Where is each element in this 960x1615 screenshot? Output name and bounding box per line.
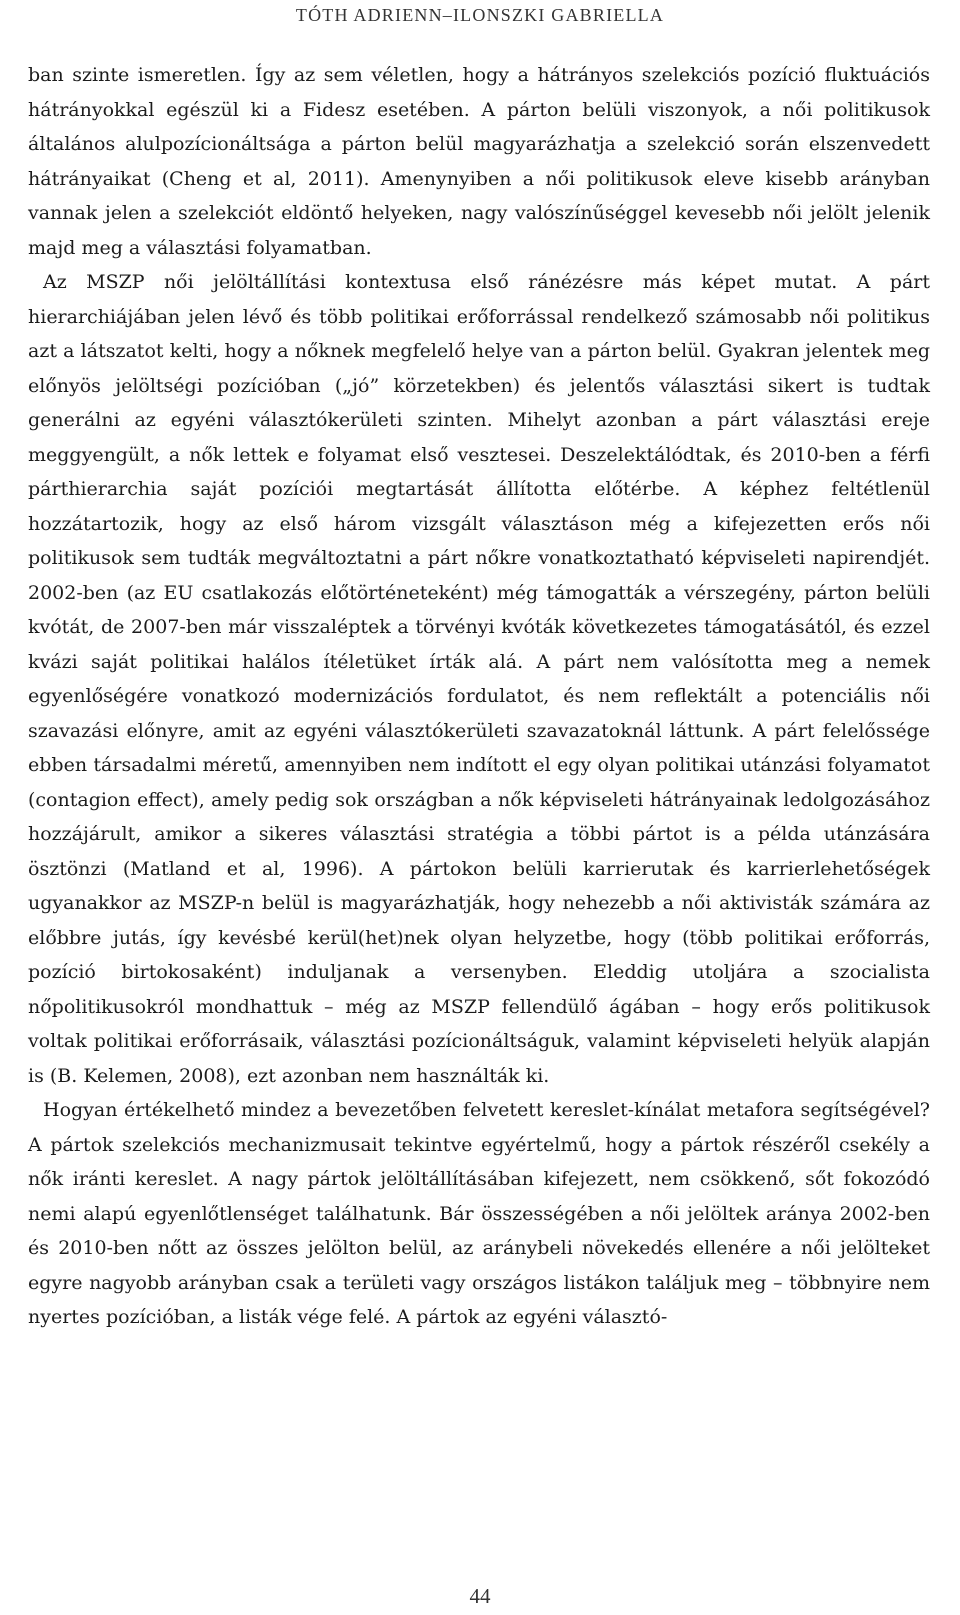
paragraph-evaluation: Hogyan értékelhető mindez a bevezetőben felvetett kereslet-kínálat metafora segítségével? A pártok szelekciós mechanizmusait tekintve egyértelmű, hogy a pártok részéről csekély a nők iránti kereslet. A nagy pártok jelöltállításában kifejezett, nem csökkenő, sőt fokozódó nemi alapú egyenlőtlenséget találhatunk. Bár összességében a női jelöltek aránya 2002-ben és 2010-ben nőtt az összes jelölton belül, az aránybeli növekedés ellenére a női jelölteket egyre nagyobb arányban csak a területi vagy országos listákon találjuk meg – többnyire nem nyertes pozícióban, a listák vége felé. A pártok az egyéni választó- [28,1099,930,1328]
paragraph-mszp: Az MSZP női jelöltállítási kontextusa első ránézésre más képet mutat. A párt hierarchiájában jelen lévő és több politikai erőforrással rendelkező számosabb női politikus azt a látszatot kelti, hogy a nőknek megfelelő helye van a párton belül. Gyakran jelentek meg előnyös jelöltségi pozícióban („jó” körzetekben) és jelentős választási sikert is tudtak generálni az egyéni választókerületi szinten. Mihelyt azonban a párt választási ereje meggyengült, a nők lettek e folyamat első vesztesei. Deszelektálódtak, és 2010-ben a férfi párthierarchia saját pozíciói megtartását állította előtérbe. A képhez feltétlenül hozzátartozik, hogy az első három vizsgált választáson még a kifejezetten erős női politikusok sem tudták megváltoztatni a párt nőkre vonatkoztatható képviseleti napirendjét. 2002-ben (az EU csatlakozás előtörténeteként) még támogatták a vérszegény, párton belüli kvótát, de 2007-ben már visszaléptek a törvényi kvóták következetes támogatásától, és ezzel kvázi saját politikai halálos ítéletüket írták alá. A párt nem valósította meg a nemek egyenlőségére vonatkozó modernizációs fordulatot, és nem reflektált a potenciális női szavazási előnyre, amit az egyéni választókerületi szavazatoknál láttunk. A párt felelőssége ebben társadalmi méretű, amennyiben nem indított el egy olyan politikai utánzási folyamatot (contagion effect), amely pedig sok országban a nők képviseleti hátrányainak ledolgozásához hozzájárult, amikor a sikeres választási stratégia a többi pártot is a példa utánzására ösztönzi (Matland et al, 1996). A pártokon belüli karrierutak és karrierlehetőségek ugyanakkor az MSZP-n belül is magyarázhatják, hogy nehezebb a női aktivisták számára az előbbre jutás, így kevésbé kerül(het)nek olyan helyzetbe, hogy (több politikai erőforrás, pozíció birtokosaként) induljanak a versenyben. Eleddig utoljára a szocialista nőpolitikusokról mondhattuk – még az MSZP fellendülő ágában – hogy erős politikusok voltak politikai erőforrásaik, választási pozícionáltságuk, valamint képviseleti helyük alapján is (B. Kelemen, 2008), ezt azonban nem használták ki. [28,271,930,1087]
body-text [28,58,930,1335]
paragraph-continued: ban szinte ismeretlen. Így az sem véletlen, hogy a hátrányos szelekciós pozíció fluktuációs hátrányokkal egészül ki a Fidesz esetében. A párton belüli viszonyok, a női politikusok általános alulpozícionáltsága a párton belül magyarázhatja a szelekció során elszenvedett hátrányaikat (Cheng et al, 2011). Amenynyiben a női politikusok eleve kisebb arányban vannak jelen a szelekciót eldöntő helyeken, nagy valószínűséggel kevesebb női jelölt jelenik majd meg a választási folyamatban. [28,64,930,259]
running-head: TÓTH ADRIENN–ILONSZKI GABRIELLA [295,5,665,25]
page-number: 44 [469,1584,491,1608]
